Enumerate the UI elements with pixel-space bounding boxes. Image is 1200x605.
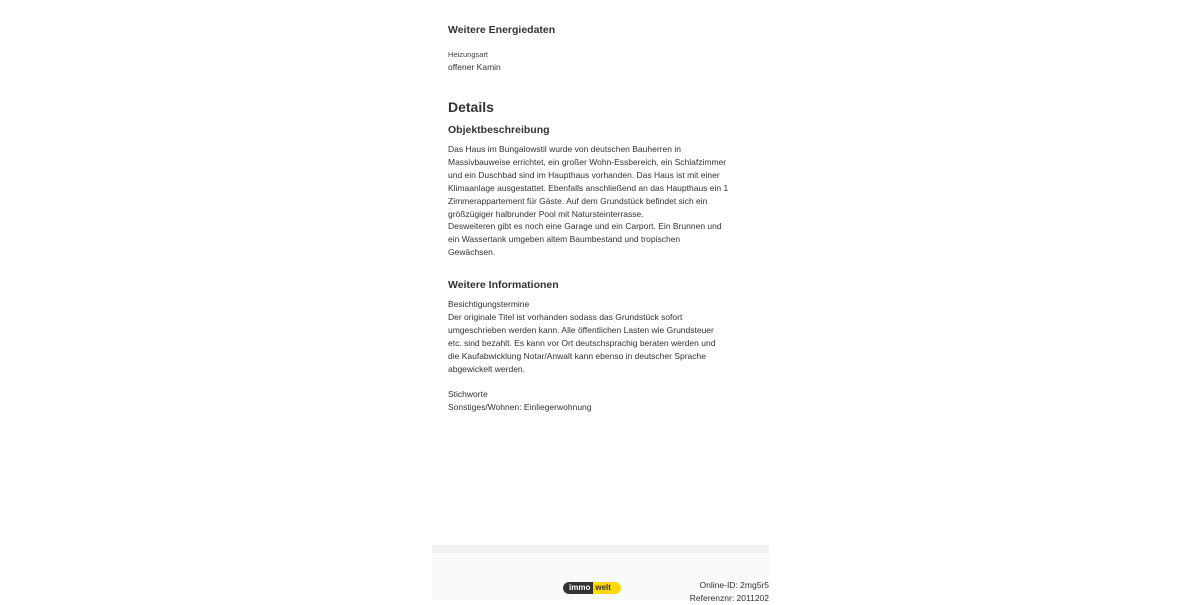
online-id: Online-ID: 2mg5r5 — [699, 580, 769, 590]
heating-type-value: offener Kamin — [448, 62, 501, 72]
footer — [432, 553, 769, 603]
more-info-text: Besichtigungstermine Der originale Titel ist vorhanden sodass das Grundstück sofort umgeschrieben werden kann. Alle öffentlichen Lasten wie Grundsteuer etc. sind bezahlt. Es kann vor Ort deutschsprachig beraten werden und die Kaufabwicklung Notar/Anwalt kann ebenso in deutscher Sprache abgewickelt werden. Stichworte Sonstiges/Wohnen: Einliegerwohnung — [448, 299, 716, 413]
logo-text-welt: welt — [595, 583, 611, 592]
reference-number: Referenznr: 2011202 — [689, 593, 769, 603]
more-info-title: Weitere Informationen — [448, 279, 559, 291]
energy-section-title: Weitere Energiedaten — [448, 24, 556, 36]
footer-ids — [690, 579, 769, 605]
immowelt-logo[interactable] — [563, 582, 621, 594]
footer-divider — [432, 545, 769, 553]
description-title: Objektbeschreibung — [448, 124, 550, 136]
details-title: Details — [448, 99, 494, 115]
logo-text-immo: immo — [563, 582, 593, 594]
heating-type-label: Heizungsart — [448, 50, 489, 59]
description-text: Das Haus im Bungalowstil wurde von deutschen Bauherren in Massivbauweise errichtet, ein großer Wohn-Essbereich, ein Schlafzimmer und ein Duschbad sind im Haupthaus vorhanden. Das Haus ist mit einer Klimaanlage ausgestattet. Ebenfalls anschließend an das Haupthaus ein 1 Zimmerappartement für Gäste. Auf dem Grundstück befindet sich ein größzügiger halbrunder Pool mit Natursteinterrasse. Desweiteren gibt es noch eine Garage und ein Carport. Ein Brunnen und ein Wassertank umgeben altem Baumbestand und tropischen Gewächsen. — [448, 144, 729, 258]
